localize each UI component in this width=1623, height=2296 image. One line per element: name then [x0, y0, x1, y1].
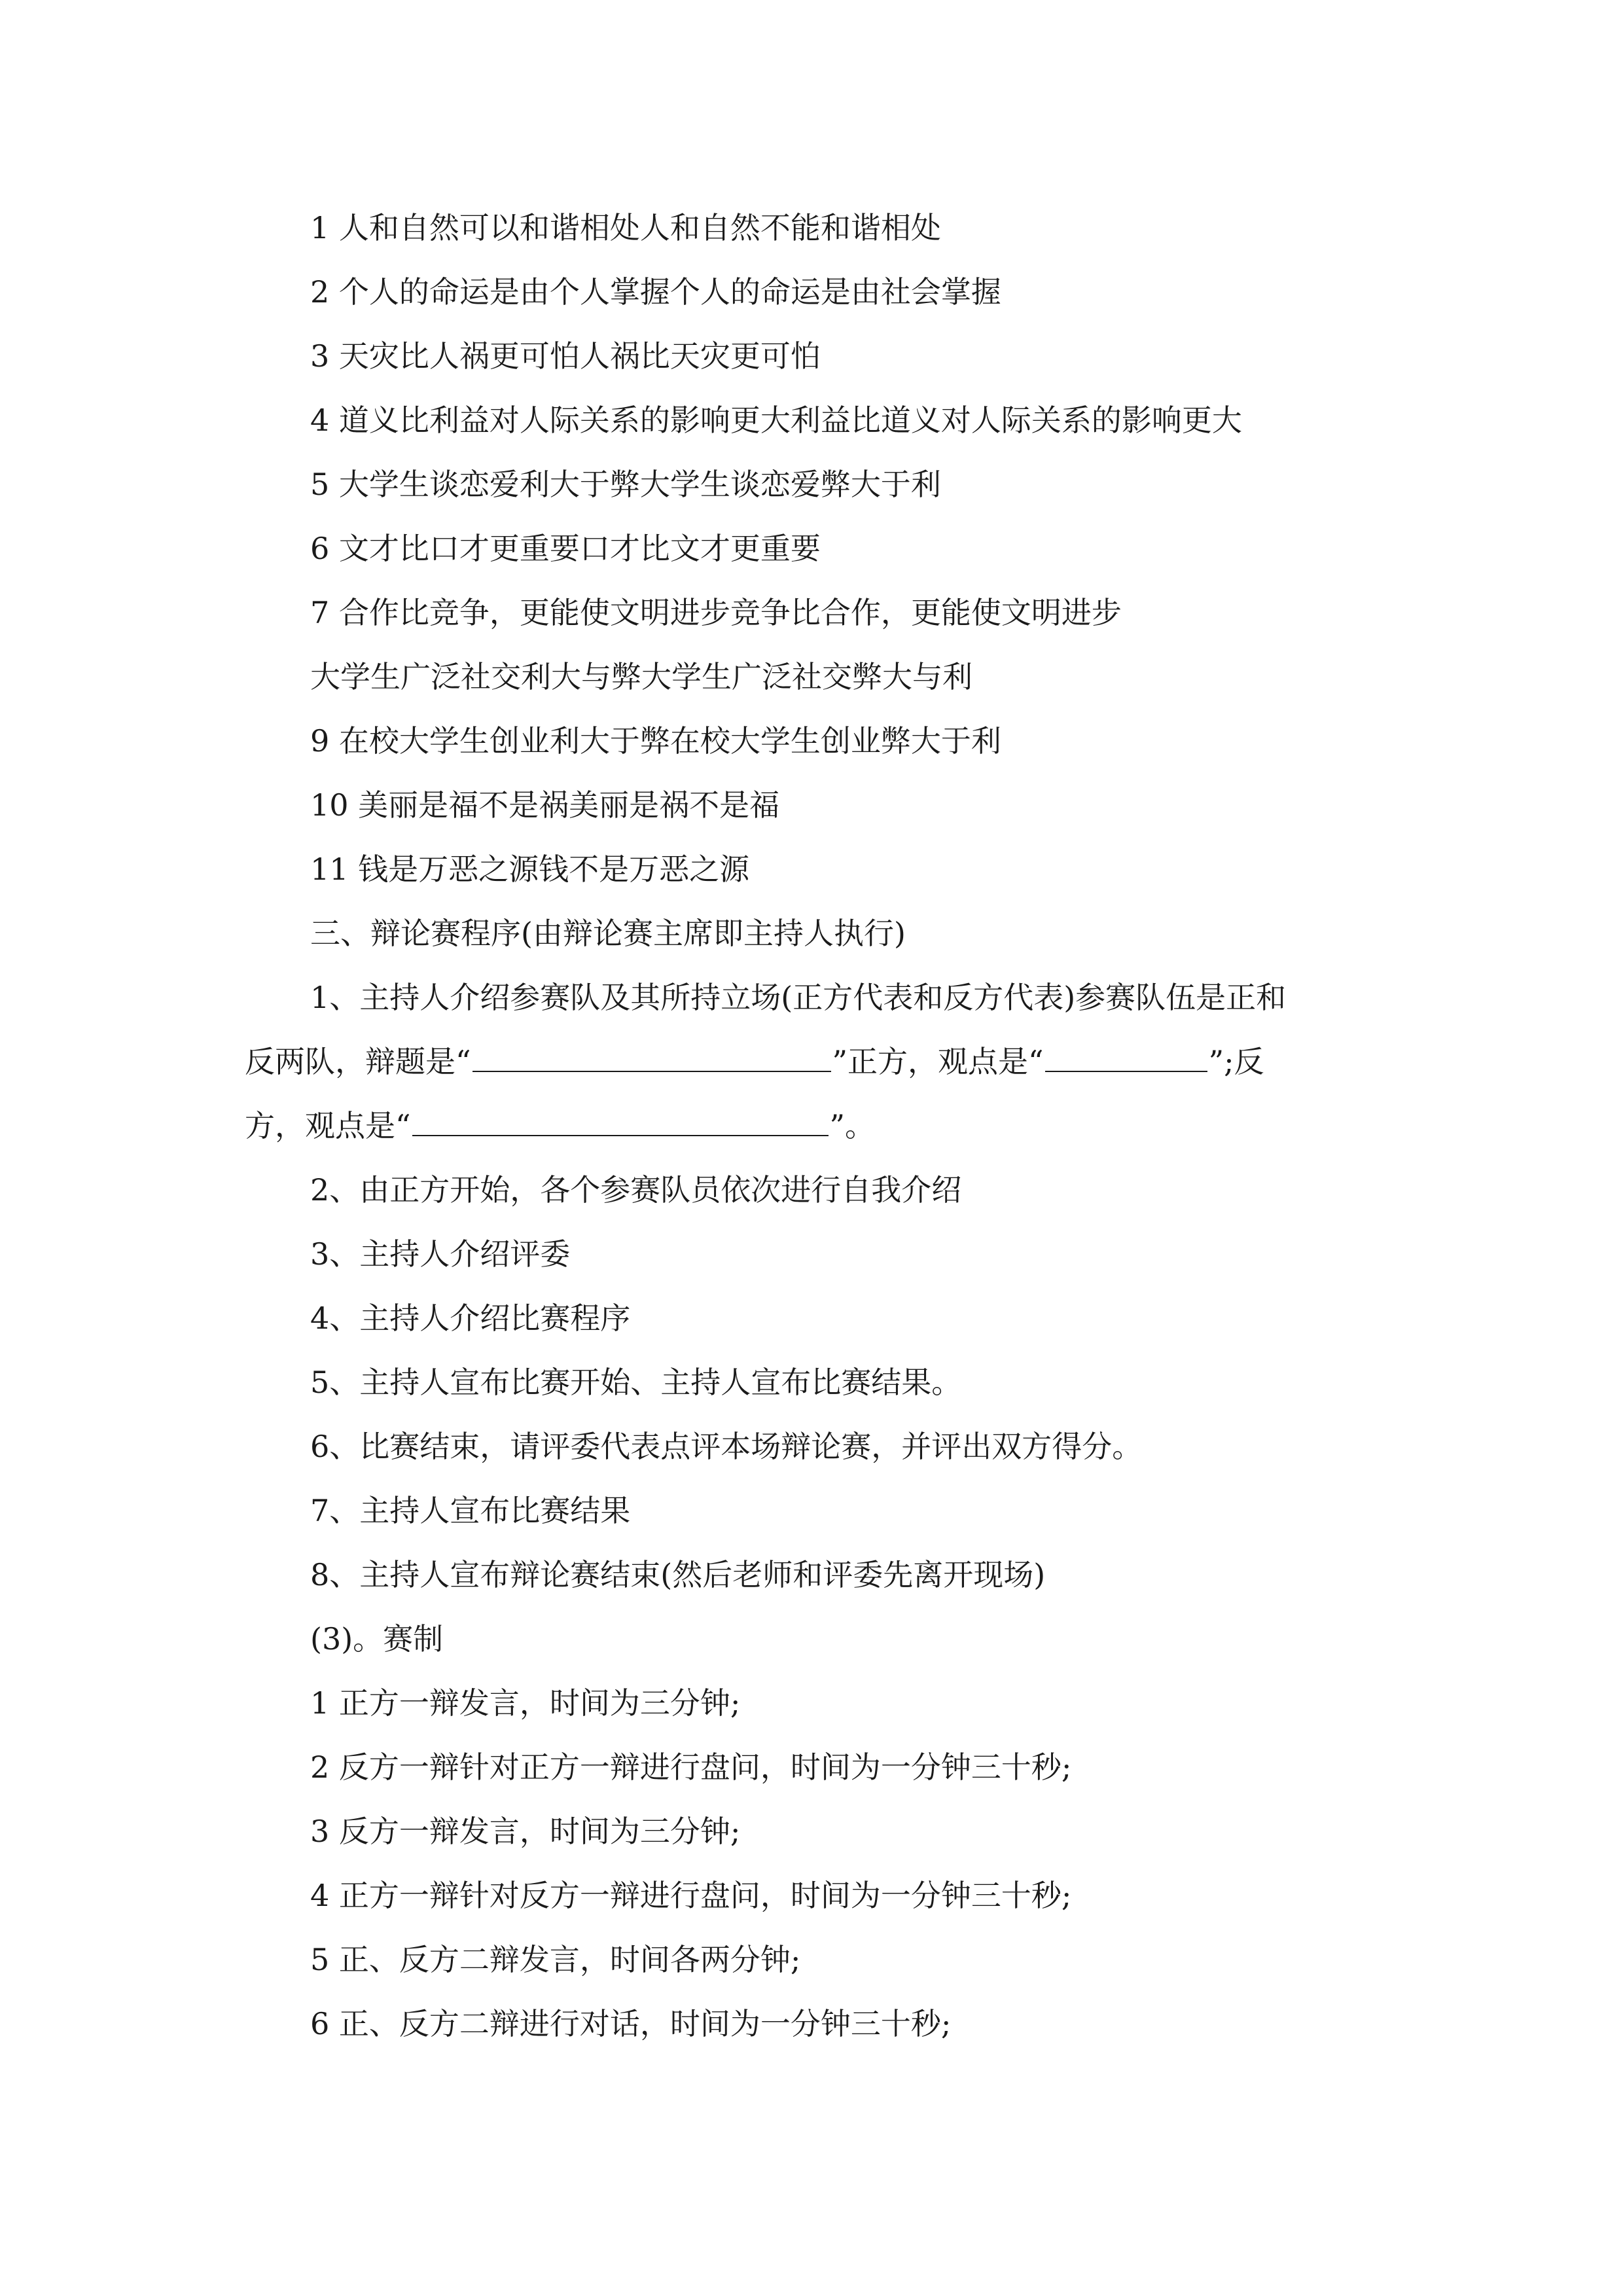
intro-line-1: 1、主持人介绍参赛队及其所持立场(正方代表和反方代表)参赛队伍是正和: [310, 980, 1287, 1015]
rule-line: 2 反方一辩针对正方一辩进行盘问，时间为一分钟三十秒;: [310, 1749, 1072, 1785]
rule-line: 4 正方一辩针对反方一辩进行盘问，时间为一分钟三十秒;: [310, 1878, 1072, 1913]
intro-line-3: [245, 1106, 875, 1145]
procedure-step: 5、主持人宣布比赛开始、主持人宣布比赛结果。: [310, 1365, 962, 1400]
topic-line: 大学生广泛社交利大与弊大学生广泛社交弊大与利: [310, 659, 972, 694]
procedure-step: 6、比赛结束，请评委代表点评本场辩论赛，并评出双方得分。: [310, 1429, 1143, 1464]
intro-text: ”正方，观点是“: [832, 1044, 1044, 1079]
affirmative-blank: [1045, 1045, 1207, 1072]
procedure-step: 3、主持人介绍评委: [310, 1236, 571, 1272]
topic-line: 11 钱是万恶之源钱不是万恶之源: [310, 852, 750, 887]
intro-text: ”。: [829, 1108, 876, 1143]
topic-line: 3 天灾比人祸更可怕人祸比天灾更可怕: [310, 338, 821, 374]
topic-line: 4 道义比利益对人际关系的影响更大利益比道义对人际关系的影响更大: [310, 403, 1242, 438]
intro-text: 方，观点是“: [245, 1108, 411, 1143]
topic-line: 9 在校大学生创业利大于弊在校大学生创业弊大于利: [310, 723, 1001, 759]
topic-line: 10 美丽是福不是祸美丽是祸不是福: [310, 787, 780, 823]
rule-line: 1 正方一辩发言，时间为三分钟;: [310, 1685, 741, 1721]
topic-line: 6 文才比口才更重要口才比文才更重要: [310, 531, 821, 566]
topic-line: 5 大学生谈恋爱利大于弊大学生谈恋爱弊大于利: [310, 467, 941, 502]
intro-text: ”;反: [1208, 1044, 1264, 1079]
topic-blank: [473, 1045, 831, 1072]
rule-line: 3 反方一辩发言，时间为三分钟;: [310, 1814, 741, 1849]
section-heading: 三、辩论赛程序(由辩论赛主席即主持人执行): [310, 916, 906, 951]
rule-line: 5 正、反方二辩发言，时间各两分钟;: [310, 1942, 801, 1977]
procedure-step: 2、由正方开始，各个参赛队员依次进行自我介绍: [310, 1172, 962, 1208]
procedure-step: 7、主持人宣布比赛结果: [310, 1493, 631, 1528]
topic-line: 1 人和自然可以和谐相处人和自然不能和谐相处: [310, 210, 941, 245]
intro-text: 反两队，辩题是“: [245, 1044, 471, 1079]
rule-line: 6 正、反方二辩进行对话，时间为一分钟三十秒;: [310, 2006, 952, 2041]
procedure-step: 8、主持人宣布辩论赛结束(然后老师和评委先离开现场): [310, 1557, 1046, 1592]
negative-blank: [412, 1109, 829, 1136]
topic-line: 7 合作比竞争，更能使文明进步竞争比合作，更能使文明进步: [310, 595, 1122, 630]
intro-line-2: [245, 1042, 1264, 1081]
procedure-step: 4、主持人介绍比赛程序: [310, 1300, 631, 1336]
topic-line: 2 个人的命运是由个人掌握个人的命运是由社会掌握: [310, 274, 1001, 310]
rules-heading: (3)。赛制: [310, 1621, 444, 1657]
